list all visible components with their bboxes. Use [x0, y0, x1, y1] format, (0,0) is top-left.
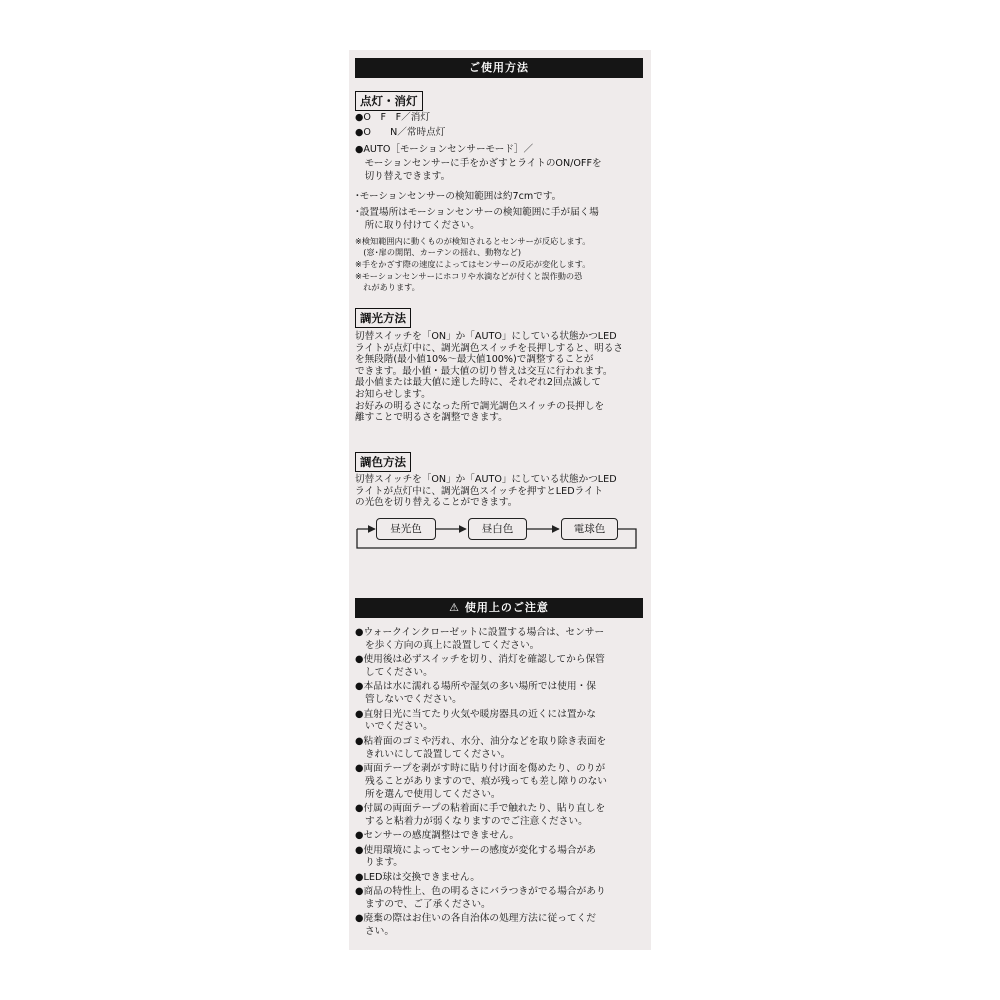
color-option-neutral-white: 昼白色 [468, 518, 527, 540]
cautions-list [355, 627, 647, 940]
caution-line: ●付属の両面テープの粘着面に手で触れたり、貼り直しを [355, 802, 606, 814]
caution-line: ●両面テープを剥がす時に貼り付け面を傷めたり、のりが [355, 762, 606, 774]
dimming-line: 切替スイッチを「ON」か「AUTO」にしている状態かつLED [355, 331, 617, 342]
caution-item [355, 681, 647, 707]
caution-line: 残ることがありますので、痕が残っても差し障りのない [365, 775, 607, 787]
caution-line: ●粘着面のゴミや汚れ、水分、油分などを取り除き表面を [355, 735, 607, 747]
onoff-small-note: (窓･扉の開閉、カーテンの揺れ、動物など) [355, 247, 522, 257]
dimming-text [355, 331, 645, 424]
cautions-header: ⚠ 使用上のご注意 [355, 598, 643, 618]
caution-line: すると粘着力が弱くなりますのでご注意ください。 [365, 815, 588, 827]
onoff-small-note: ※手をかざす際の速度によってはセンサーの反応が変化します。 [355, 259, 591, 269]
caution-line: ●ウォークインクローゼットに設置する場合は、センサー [355, 627, 605, 638]
dimming-line: 離すことで明るさを調整できます。 [355, 412, 508, 424]
onoff-small-note: ※検知範囲内に動くものが検知されるとセンサーが反応します。 [355, 236, 591, 246]
color-line: ライトが点灯中に、調光調色スイッチを押すとLEDライト [355, 485, 604, 497]
onoff-line: モーションセンサーに手をかざすとライトのON/OFFを [355, 158, 602, 169]
caution-item [355, 627, 647, 653]
caution-item [355, 830, 647, 843]
caution-item [355, 709, 647, 735]
caution-item [355, 845, 647, 871]
caution-line: ●LED球は交換できません。 [355, 871, 480, 883]
onoff-line: ●O N／常時点灯 [355, 127, 446, 138]
caution-line: 管しないでください。 [365, 694, 462, 706]
caution-item [355, 654, 647, 680]
dimming-line: お好みの明るさになった所で調光調色スイッチの長押しを [355, 400, 605, 412]
dimming-line: お知らせします。 [355, 388, 431, 400]
dimming-line: できます。最小値・最大値の切り替えは交互に行われます。 [355, 365, 613, 377]
caution-item [355, 872, 647, 885]
onoff-small-note: れがあります。 [355, 282, 420, 292]
caution-line: さい。 [365, 926, 395, 938]
caution-line: ●商品の特性上、色の明るさにバラつきがでる場合があり [355, 886, 606, 898]
onoff-line: ●O F F／消灯 [355, 112, 430, 123]
caution-line: ●使用環境によってセンサーの感度が変化する場合があ [355, 844, 596, 856]
caution-item [355, 736, 647, 762]
onoff-note: 所に取り付けてください。 [355, 220, 480, 231]
instruction-sheet [349, 50, 651, 950]
caution-line: ●使用後は必ずスイッチを切り、消灯を確認してから保管 [355, 654, 605, 666]
onoff-section-title: 点灯・消灯 [355, 91, 423, 111]
caution-line: 所を選んで使用してください。 [365, 788, 501, 800]
color-section-title: 調色方法 [355, 452, 411, 472]
caution-item [355, 913, 647, 939]
onoff-line: ●AUTO［モーションセンサーモード］／ [355, 144, 534, 155]
caution-line: してください。 [365, 666, 433, 678]
caution-line: ●本品は水に濡れる場所や湿気の多い場所では使用・保 [355, 681, 596, 693]
dimming-section-title: 調光方法 [355, 308, 411, 328]
caution-line: ります。 [365, 857, 403, 869]
caution-item [355, 803, 647, 829]
onoff-small-note: ※モーションセンサーにホコリや水滴などが付くと誤作動の恐 [355, 271, 583, 281]
onoff-line: 切り替えできます。 [355, 171, 451, 182]
dimming-line: 最小値または最大値に達した時に、それぞれ2回点滅して [355, 377, 601, 389]
color-line: の光色を切り替えることができます。 [355, 497, 518, 509]
onoff-note: ･設置場所はモーションセンサーの検知範囲に手が届く場 [355, 207, 599, 218]
caution-line: を歩く方向の真上に設置してください。 [365, 639, 540, 651]
color-line: 切替スイッチを「ON」か「AUTO」にしている状態かつLED [355, 474, 617, 485]
caution-line: きれいにして設置してください。 [365, 748, 511, 760]
onoff-note: ･モーションセンサーの検知範囲は約7cmです。 [355, 191, 562, 202]
color-text [355, 474, 645, 509]
caution-line: いでください。 [365, 721, 433, 733]
caution-item [355, 886, 647, 912]
caution-item [355, 763, 647, 801]
usage-header: ご使用方法 [355, 58, 643, 78]
caution-line: ●センサーの感度調整はできません。 [355, 830, 520, 842]
color-option-warm: 電球色 [561, 518, 618, 540]
caution-line: ●直射日光に当てたり火気や暖房器具の近くには置かな [355, 708, 596, 720]
dimming-line: を無段階(最小値10%～最大値100%)で調整することが [355, 354, 594, 366]
color-option-daylight: 昼光色 [376, 518, 436, 540]
caution-line: ますので、ご了承ください。 [365, 898, 491, 910]
caution-line: ●廃棄の際はお住いの各自治体の処理方法に従ってくだ [355, 913, 596, 925]
dimming-line: ライトが点灯中に、調光調色スイッチを長押しすると、明るさ [355, 342, 623, 354]
